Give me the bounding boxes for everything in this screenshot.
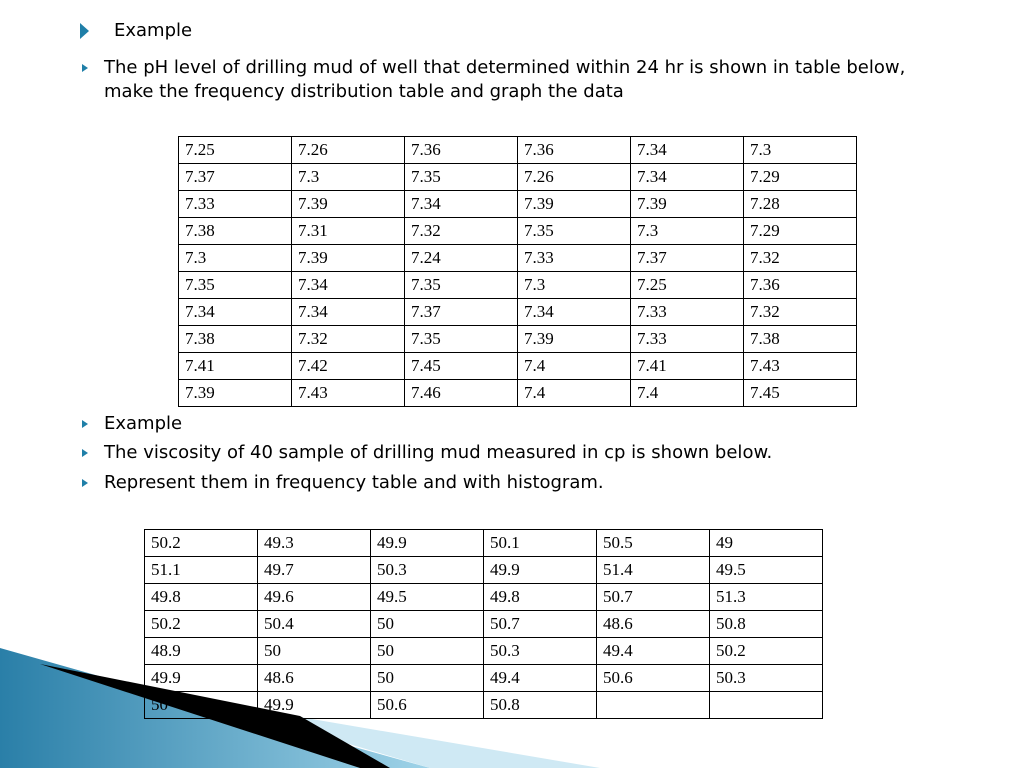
table-cell: 7.29 [744,164,857,191]
table-cell: 7.39 [518,191,631,218]
table-row [145,584,823,611]
table-row [179,326,857,353]
table-cell: 7.32 [744,245,857,272]
table-cell: 7.38 [744,326,857,353]
table-cell: 7.32 [292,326,405,353]
table-row [145,530,823,557]
table-cell: 49.5 [371,584,484,611]
table-cell: 50 [371,638,484,665]
table-row [145,611,823,638]
table-cell: 50.6 [597,665,710,692]
table-cell: 49.9 [371,530,484,557]
table-cell: 7.34 [292,299,405,326]
table-cell: 50.7 [484,611,597,638]
table-cell: 7.33 [179,191,292,218]
table-cell: 50.5 [597,530,710,557]
table-cell: 7.32 [744,299,857,326]
bullet-viscosity-description [80,441,772,465]
table-cell: 50.2 [145,611,258,638]
bullet-histogram-instruction [80,471,604,495]
table-cell: 50.3 [371,557,484,584]
table-cell: 7.46 [405,380,518,407]
table-cell: 7.31 [292,218,405,245]
table-cell: 7.34 [292,272,405,299]
table-cell: 7.39 [518,326,631,353]
table-cell: 7.32 [405,218,518,245]
table-cell: 7.35 [405,272,518,299]
table-cell: 7.37 [631,245,744,272]
table-cell: 7.42 [292,353,405,380]
table-cell: 49.9 [145,665,258,692]
table-cell: 48.9 [145,638,258,665]
triangle-bullet-icon [80,19,98,43]
table-cell: 7.34 [405,191,518,218]
table-cell: 51.4 [597,557,710,584]
table-cell: 50.3 [710,665,823,692]
table-cell: 7.38 [179,326,292,353]
triangle-bullet-icon [80,412,98,436]
bullet-example-1 [80,19,192,43]
table-cell: 49.8 [484,584,597,611]
table-cell: 7.33 [631,299,744,326]
table-row [145,557,823,584]
table-cell: 7.43 [292,380,405,407]
table-cell: 50.7 [597,584,710,611]
table-cell: 49.9 [258,692,371,719]
table-cell: 7.3 [292,164,405,191]
table-cell: 50.2 [710,638,823,665]
table-cell: 7.33 [631,326,744,353]
table-cell: 50 [145,692,258,719]
table-cell: 51.1 [145,557,258,584]
bullet-text: The viscosity of 40 sample of drilling mud measured in cp is shown below. [104,442,773,463]
table-cell: 49.4 [597,638,710,665]
table-cell: 7.35 [405,164,518,191]
table-cell: 49.5 [710,557,823,584]
table-cell: 48.6 [258,665,371,692]
table-cell: 7.3 [744,137,857,164]
table-cell [597,692,710,719]
table-cell: 7.4 [631,380,744,407]
table-cell: 50 [371,665,484,692]
table-cell: 49.4 [484,665,597,692]
table-cell: 49.8 [145,584,258,611]
table-cell: 7.35 [518,218,631,245]
table-cell: 7.37 [405,299,518,326]
table-cell: 49 [710,530,823,557]
table-cell: 7.35 [179,272,292,299]
table-cell: 7.24 [405,245,518,272]
table-cell: 49.9 [484,557,597,584]
table-cell: 7.3 [179,245,292,272]
table-cell: 50.4 [258,611,371,638]
table-cell: 7.3 [518,272,631,299]
table-cell: 51.3 [710,584,823,611]
table-cell: 7.4 [518,353,631,380]
table-cell: 7.26 [292,137,405,164]
table-cell: 7.41 [179,353,292,380]
table-cell: 7.29 [744,218,857,245]
bullet-text: Example [104,413,183,434]
table-cell: 49.6 [258,584,371,611]
table-cell: 7.3 [631,218,744,245]
table-row [179,191,857,218]
table-row [179,380,857,407]
table-cell: 7.37 [179,164,292,191]
table-cell: 50 [258,638,371,665]
viscosity-data-table [144,529,823,719]
table-cell: 7.36 [405,137,518,164]
table-cell: 7.39 [292,191,405,218]
table-cell: 7.28 [744,191,857,218]
table-row [179,272,857,299]
table-cell: 50.6 [371,692,484,719]
table-cell: 50.3 [484,638,597,665]
table-cell: 7.33 [518,245,631,272]
table-cell: 50.2 [145,530,258,557]
table-cell: 49.7 [258,557,371,584]
table-row [145,665,823,692]
table-cell: 7.45 [405,353,518,380]
triangle-bullet-icon [80,471,98,495]
table-cell: 7.38 [179,218,292,245]
ph-data-table [178,136,857,407]
table-cell: 7.36 [518,137,631,164]
table-row [179,164,857,191]
table-row [145,692,823,719]
bullet-text: Represent them in frequency table and with histogram. [104,472,604,493]
table-row [179,218,857,245]
table-cell: 50 [371,611,484,638]
table-cell: 7.39 [292,245,405,272]
table-cell: 50.8 [710,611,823,638]
table-cell: 7.35 [405,326,518,353]
table-row [145,638,823,665]
triangle-bullet-icon [80,441,98,465]
triangle-bullet-icon [80,56,98,80]
table-row [179,245,857,272]
table-cell: 7.4 [518,380,631,407]
table-cell: 50.1 [484,530,597,557]
table-row [179,299,857,326]
table-cell: 7.34 [631,137,744,164]
table-cell: 7.39 [631,191,744,218]
table-cell: 7.43 [744,353,857,380]
bullet-example-2 [80,412,182,436]
table-row [179,353,857,380]
table-cell: 7.41 [631,353,744,380]
table-cell [710,692,823,719]
bullet-text: The pH level of drilling mud of well that determined within 24 hr is shown in table below, make the frequency distribution table and graph the data [104,57,906,102]
table-cell: 7.34 [631,164,744,191]
table-cell: 49.3 [258,530,371,557]
table-cell: 7.25 [631,272,744,299]
table-cell: 7.34 [518,299,631,326]
table-cell: 50.8 [484,692,597,719]
table-cell: 7.34 [179,299,292,326]
table-cell: 7.39 [179,380,292,407]
table-cell: 7.45 [744,380,857,407]
table-row [179,137,857,164]
bullet-ph-description [80,56,910,104]
table-cell: 7.25 [179,137,292,164]
table-cell: 7.26 [518,164,631,191]
bullet-text: Example [114,20,193,41]
table-cell: 48.6 [597,611,710,638]
table-cell: 7.36 [744,272,857,299]
